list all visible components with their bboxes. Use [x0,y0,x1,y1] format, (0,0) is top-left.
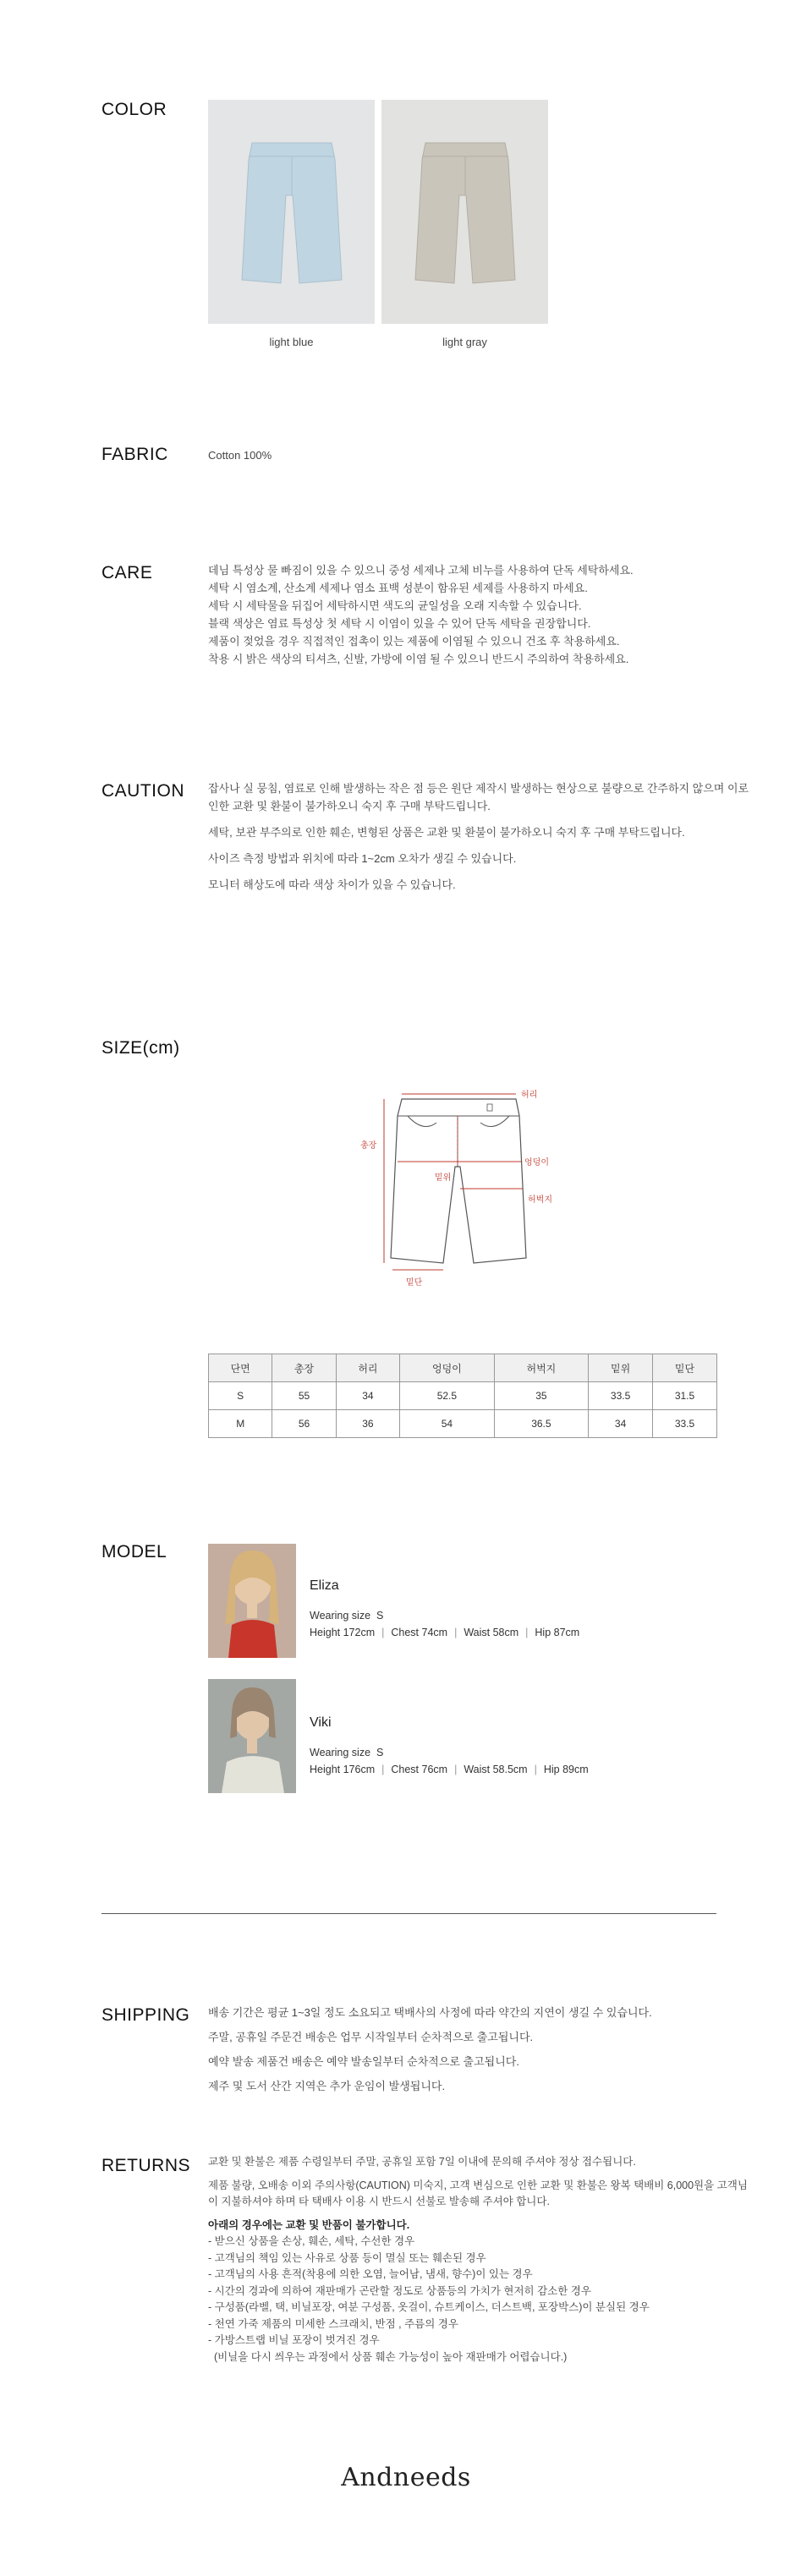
returns-list-item: - 천연 가죽 제품의 미세한 스크래치, 반점 , 주름의 경우 [208,2317,458,2330]
table-cell: 52.5 [400,1382,495,1410]
returns-list-item: - 시간의 경과에 의하여 재판매가 곤란할 정도로 상품등의 가치가 현저히 감소한 경우 [208,2284,591,2297]
size-table-header: 밑위 [589,1354,653,1382]
caution-paragraph: 잡사나 실 뭉침, 염료로 인해 발생하는 작은 점 등은 원단 제작시 발생하는 현상으로 불량으로 간주하지 않으며 이로 인한 교환 및 환불이 불가하오니 숙지 후 구매 부탁드립니다. [208,782,749,812]
shipping-paragraph: 예약 발송 제품건 배송은 예약 발송일부터 순차적으로 출고됩니다. [208,2055,519,2068]
caution-paragraph: 사이즈 측정 방법과 위치에 따라 1~2cm 오차가 생길 수 있습니다. [208,852,517,865]
caution-text [208,779,749,894]
model-name: Viki [310,1715,332,1730]
table-cell: 35 [494,1382,589,1410]
table-cell: M [209,1410,272,1438]
model-waist: Waist 58.5cm [464,1764,528,1775]
diagram-label-hem: 밑단 [406,1278,423,1288]
returns-text [208,2154,749,2365]
table-cell: 55 [272,1382,336,1410]
model-wearing-size [310,1747,383,1758]
wearing-size-label: Wearing size [310,1610,371,1622]
swatch-label: light blue [269,336,314,348]
table-cell: 34 [336,1382,399,1410]
model-wearing-size [310,1610,383,1622]
returns-not-allowed-title: 아래의 경우에는 교환 및 반품이 불가합니다. [208,2218,410,2231]
shipping-text [208,2004,749,2095]
returns-list-item: - 가방스트랩 비닐 포장이 벗겨진 경우 [208,2334,380,2346]
model-chest: Chest 74cm [391,1627,448,1638]
model-photo-eliza [208,1544,296,1658]
size-table-header: 허벅지 [494,1354,589,1382]
swatch-light-blue[interactable] [208,100,375,324]
table-row [209,1382,717,1410]
caution-paragraph: 모니터 해상도에 따라 색상 차이가 있을 수 있습니다. [208,878,456,891]
color-section-title: COLOR [102,100,167,119]
size-table-header: 엉덩이 [400,1354,495,1382]
returns-paragraph: 교환 및 환불은 제품 수령일부터 주말, 공휴일 포함 7일 이내에 문의해 주셔야 정상 접수됩니다. [208,2156,636,2168]
table-cell: 33.5 [589,1382,653,1410]
size-table-header: 허리 [336,1354,399,1382]
wearing-size-label: Wearing size [310,1747,371,1758]
table-cell: 36.5 [494,1410,589,1438]
returns-list-item: - 고객님의 사용 흔적(착용에 의한 오염, 늘어남, 냄새, 향수)이 있는 경우 [208,2268,533,2280]
section-divider [102,1913,716,1914]
returns-list-item: - 고객님의 책임 있는 사유로 상품 등이 멸실 또는 훼손된 경우 [208,2251,486,2264]
wearing-size-value: S [376,1747,384,1758]
diagram-label-thigh: 허벅지 [528,1195,552,1205]
diagram-label-waist: 허리 [521,1091,538,1100]
model-hip: Hip 87cm [535,1627,580,1638]
model-hip: Hip 89cm [543,1764,589,1775]
fabric-text: Cotton 100% [208,449,272,462]
size-table [208,1354,717,1438]
swatch-light-gray[interactable] [381,100,548,324]
model-name: Eliza [310,1578,339,1593]
shipping-section-title: SHIPPING [102,2005,190,2025]
model-chest: Chest 76cm [391,1764,448,1775]
caution-section-title: CAUTION [102,781,184,801]
shorts-size-diagram [355,1089,567,1309]
size-section-title: SIZE(cm) [102,1038,180,1058]
care-line: 블랙 색상은 염료 특성상 첫 세탁 시 이염이 있을 수 있어 단독 세탁을 권장합니다. [208,617,591,630]
returns-list-item: - 구성품(라벨, 택, 비닐포장, 여분 구성품, 옷걸이, 슈트케이스, 더스트백, 포장박스)이 분실된 경우 [208,2301,650,2313]
size-table-header: 총장 [272,1354,336,1382]
returns-list-item: (비닐을 다시 씌우는 과정에서 상품 훼손 가능성이 높아 재판매가 어렵습니다.) [208,2350,568,2363]
wearing-size-value: S [376,1610,384,1622]
diagram-label-rise: 밑위 [435,1173,452,1183]
table-cell: 56 [272,1410,336,1438]
table-cell: 31.5 [653,1382,717,1410]
model-measurements: Height 176cm | Chest 76cm | Waist 58.5cm | Hip 89cm [310,1764,589,1775]
care-line: 세탁 시 세탁물을 뒤집어 세탁하시면 색도의 균일성을 오래 지속할 수 있습니다. [208,599,582,612]
table-cell: S [209,1382,272,1410]
model-measurements: Height 172cm | Chest 74cm | Waist 58cm | Hip 87cm [310,1627,580,1638]
swatch-label: light gray [442,336,487,348]
care-line: 제품이 젖었을 경우 직접적인 접촉이 있는 제품에 이염될 수 있으니 건조 후 착용하세요. [208,635,620,648]
care-line: 세탁 시 염소계, 산소계 세제나 염소 표백 성분이 함유된 세제를 사용하지 마세요. [208,582,588,594]
model-section-title: MODEL [102,1542,167,1561]
table-row [209,1410,717,1438]
diagram-label-length: 총장 [360,1141,377,1151]
fabric-section-title: FABRIC [102,445,168,464]
size-table-header: 단면 [209,1354,272,1382]
returns-paragraph: 제품 불량, 오배송 이외 주의사항(CAUTION) 미숙지, 고객 변심으로 인한 교환 및 환불은 왕복 택배비 6,000원을 고객님이 지불하셔야 하며 타 택배사 이용 시 반드시 선불로 발송해 주셔야 합니다. [208,2179,748,2207]
table-cell: 34 [589,1410,653,1438]
model-photo-viki [208,1679,296,1793]
shorts-light-blue-image [237,136,347,288]
caution-paragraph: 세탁, 보관 부주의로 인한 훼손, 변형된 상품은 교환 및 환불이 불가하오니 숙지 후 구매 부탁드립니다. [208,826,685,839]
table-cell: 36 [336,1410,399,1438]
brand-logo: Andneeds [341,2463,471,2492]
table-cell: 33.5 [653,1410,717,1438]
shipping-paragraph: 주말, 공휴일 주문건 배송은 업무 시작일부터 순차적으로 출고됩니다. [208,2031,534,2043]
care-line: 데님 특성상 물 빠짐이 있을 수 있으니 중성 세제나 고체 비누를 사용하여 단독 세탁하세요. [208,564,634,577]
shipping-paragraph: 배송 기간은 평균 1~3일 정도 소요되고 택배사의 사정에 따라 약간의 지연이 생길 수 있습니다. [208,2006,652,2019]
shorts-light-gray-image [410,136,520,288]
shipping-paragraph: 제주 및 도서 산간 지역은 추가 운임이 발생됩니다. [208,2080,446,2092]
care-line: 착용 시 밝은 색상의 티셔츠, 신발, 가방에 이염 될 수 있으니 반드시 주의하여 착용하세요. [208,653,629,665]
model-waist: Waist 58cm [464,1627,519,1638]
returns-section-title: RETURNS [102,2156,191,2175]
table-cell: 54 [400,1410,495,1438]
care-section-title: CARE [102,563,153,582]
size-table-header: 밑단 [653,1354,717,1382]
returns-list-item: - 받으신 상품을 손상, 훼손, 세탁, 수선한 경우 [208,2235,415,2247]
model-height: Height 172cm [310,1627,376,1638]
care-text [208,561,749,668]
diagram-label-hip: 엉덩이 [524,1158,549,1168]
model-height: Height 176cm [310,1764,376,1775]
size-table-header-row [209,1354,717,1382]
